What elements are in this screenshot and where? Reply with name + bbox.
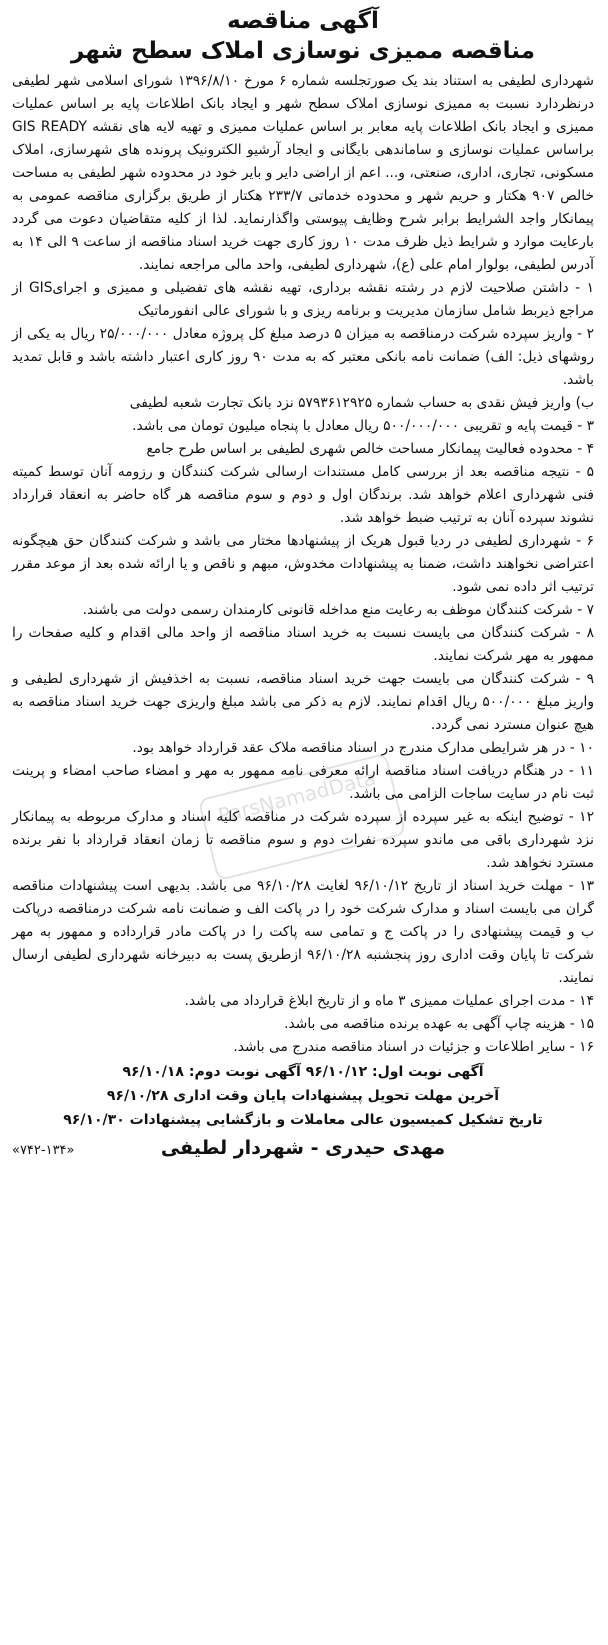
condition-item-2: ۲ - واریز سپرده شرکت درمناقصه به میزان ۵ درصد مبلغ کل پروژه معادل ۲۵/۰۰۰/۰۰۰ ریال به یکی از روشهای ذیل: الف) ضمانت نامه بانکی معتبر که به مدت ۹۰ روز کاری اعتبار داشته باشد و قابل تمدید باشد. bbox=[12, 326, 595, 388]
condition-item-10: ۱۰ - در هر شرایطی مدارک مندرج در اسناد مناقصه ملاک عقد قرارداد خواهد بود. bbox=[132, 740, 594, 756]
notice-title: آگهی مناقصه bbox=[227, 8, 379, 34]
condition-item-3: ۳ - قیمت پایه و تقریبی ۵۰۰/۰۰۰/۰۰۰ ریال معادل با پنجاه میلیون تومان می باشد. bbox=[132, 418, 594, 434]
commission-date: تاریخ تشکیل کمیسیون عالی معاملات و بازگشایی پیشنهادات ۹۶/۱۰/۳۰ bbox=[63, 1112, 543, 1128]
intro-paragraph: شهرداری لطیفی به استناد بند یک صورتجلسه شماره ۶ مورخ ۱۳۹۶/۸/۱۰ شورای اسلامی شهر لطیفی درنظردارد نسبت به ممیزی نوسازی املاک سطح شهر و ایجاد بانک اطلاعات پایه بر اساس عملیات ممیزی و ایجاد بانک اطلاعات پایه معابر بر اساس عملیات ممیزی و تهیه لایه های نقشه GIS READY براساس عملیات نوسازی و ساماندهی بایگانی و ایجاد آرشیو الکترونیک پرونده های شهرسازی، املاک مسکونی، تجاری، اداری، صنعتی، و... اعم از اراضی دایر و بایر خود در محدوده شهر لطیفی به مساحت خالص ۹۰۷ هکتار و حریم شهر و محدوده خدماتی ۲۳۳/۷ هکتار از طریق برگزاری مناقصه عمومی به پیمانکار واجد الشرایط برابر شرح وظایف پیوستی واگذارنماید. لذا از کلیه متقاضیان دعوت می گردد بارعایت موارد و شرایط ذیل ظرف مدت ۱۰ روز کاری جهت خرید اسناد مناقصه از ساعت ۹ الی ۱۴ به آدرس لطیفی، بولوار امام علی (ع)، شهرداری لطیفی، واحد مالی مراجعه نمایند. bbox=[12, 73, 594, 273]
condition-item-9: ۹ - شرکت کنندگان می بایست جهت خرید اسناد مناقصه، نسبت به اخذفیش از شهرداری لطیفی و واریز مبلغ ۵۰۰/۰۰۰ ریال اقدام نمایند. لازم به ذکر می باشد مبلغ واریزی جهت خرید اسناد مناقصه به هیچ عنوان مسترد نمی گردد. bbox=[12, 671, 594, 733]
ad-round-dates: آگهی نوبت اول: ۹۶/۱۰/۱۲ آگهی نوبت دوم: ۹۶/۱۰/۱۸ bbox=[122, 1064, 484, 1080]
conditions-list bbox=[12, 277, 594, 1059]
notice-subtitle: مناقصه ممیزی نوسازی املاک سطح شهر bbox=[71, 38, 535, 64]
condition-item-11: ۱۱ - در هنگام دریافت اسناد مناقصه ارائه معرفی نامه ممهور به مهر و امضاء صاحب امضاء و پرینت ثبت نام در سایت ساجات الزامی می باشد. bbox=[12, 763, 594, 802]
condition-item-7: ۷ - شرکت کنندگان موظف به رعایت منع مداخله قانونی کارمندان رسمی دولت می باشند. bbox=[82, 602, 594, 618]
condition-item-5: ۵ - نتیجه مناقصه بعد از بررسی کامل مستندات ارسالی شرکت کنندگان و رزومه آنان توسط کمیته فنی شهرداری اعلام خواهد شد. برندگان اول و دوم و سوم مناقصه هر گاه حاضر به انعقاد قرارداد نشوند سپرده آنان به ترتیب ضبط خواهد شد. bbox=[12, 464, 594, 526]
watermark-logo: ParsNamadData bbox=[198, 753, 407, 881]
condition-item-6: ۶ - شهرداری لطیفی در ردیا قبول هریک از پیشنهادها مختار می باشد و شرکت کنندگان حق هیچگونه اعتراضی نخواهند داشت، ضمنا به پیشنهادات مخدوش، مبهم و ناقص و یا ارائه شده بعد از موعد مقرر ترتیب اثر داده نمی شود. bbox=[12, 533, 594, 595]
condition-item-8: ۸ - شرکت کنندگان می بایست نسبت به خرید اسناد مناقصه از واحد مالی اقدام و کلیه صفحات را ممهور به مهر شرکت نمایند. bbox=[12, 625, 594, 664]
submission-deadline: آخرین مهلت تحویل پیشنهادات پایان وقت اداری ۹۶/۱۰/۲۸ bbox=[106, 1088, 500, 1104]
condition-item-12: ۱۲ - توضیح اینکه به غیر سپرده از سپرده شرکت در مناقصه کلیه اسناد و مدارک مربوطه به پیمانکار نزد شهرداری باقی می ماندو سپرده نفرات دوم و سوم مناقصه تا زمان انعقاد قرارداد با نفر برنده مسترد نخواهد شد. bbox=[12, 809, 594, 871]
condition-item-4: ۴ - محدوده فعالیت پیمانکار مساحت خالص شهری لطیفی بر اساس طرح جامع bbox=[146, 441, 594, 457]
signature: مهدی حیدری - شهردار لطیفی bbox=[160, 1137, 446, 1159]
signature-row bbox=[12, 1135, 594, 1169]
dates-block bbox=[12, 1061, 594, 1131]
condition-item-16: ۱۶ - سایر اطلاعات و جزئیات در اسناد مناقصه مندرج می باشد. bbox=[233, 1039, 594, 1055]
condition-item-15: ۱۵ - هزینه چاپ آگهی به عهده برنده مناقصه می باشد. bbox=[284, 1016, 594, 1032]
condition-item-1: ۱ - داشتن صلاحیت لازم در رشته نقشه برداری، تهیه نقشه های تفضیلی و ممیزی و اجرایGIS از مراجع ذیربط شامل سازمان مدیریت و برنامه ریزی و با شورای عالی انفورماتیک bbox=[12, 280, 594, 319]
condition-item-2b: ب) واریز فیش نقدی به حساب شماره ۵۷۹۳۶۱۲۹۲۵ نزد بانک تجارت شعبه لطیفی bbox=[129, 395, 594, 411]
condition-item-14: ۱۴ - مدت اجرای عملیات ممیزی ۳ ماه و از تاریخ ابلاغ قرارداد می باشد. bbox=[184, 993, 594, 1009]
condition-item-13: ۱۳ - مهلت خرید اسناد از تاریخ ۹۶/۱۰/۱۲ لغایت ۹۶/۱۰/۲۸ می باشد. بدیهی است پیشنهادات مناقصه گران می بایست اسناد و مدارک شرکت خود را در پاکت الف و ضمانت نامه شرکت درمناقصه درپاکت ب و قیمت پیشنهادی را در پاکت ج و تمامی سه پاکت را در پاکت مادر قرارداده و ممهور به مهر شرکت تا پایان وقت اداری روز پنجشنبه ۹۶/۱۰/۲۸ ازطریق پست به دبیرخانه شهرداری لطیفی ارسال نمایند. bbox=[12, 878, 595, 986]
notice-code: «۷۴۲-۱۳۴» bbox=[12, 1143, 75, 1158]
